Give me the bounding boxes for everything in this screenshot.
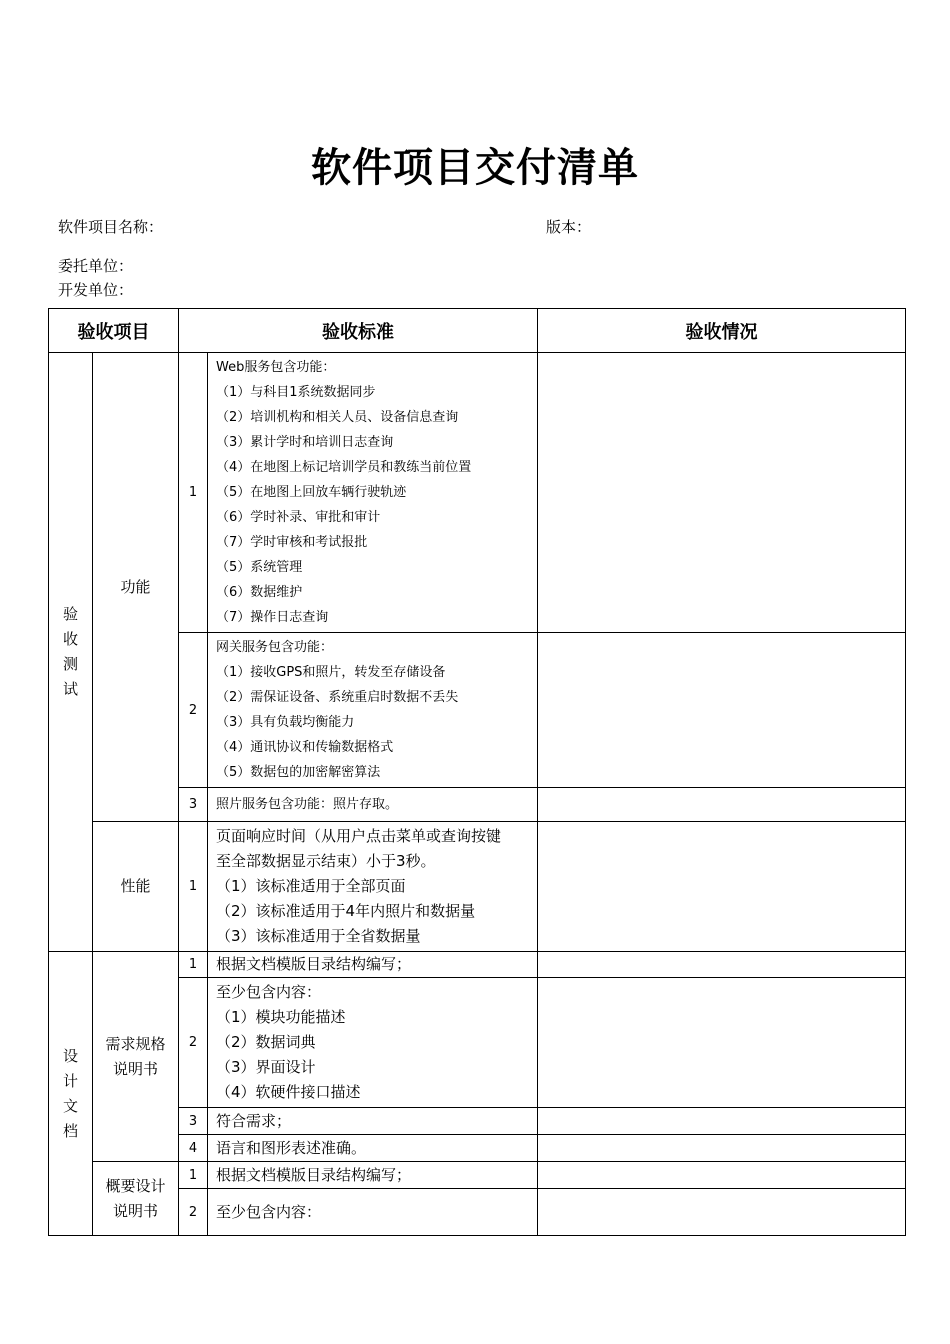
standard-line: （6）数据维护 — [216, 585, 303, 600]
subcategory-label-line: 说明书 — [112, 1059, 158, 1078]
standard-line: （7）操作日志查询 — [216, 610, 329, 625]
row-number: 2 — [179, 633, 208, 788]
category-char: 验 — [62, 605, 78, 623]
category-acceptance-test — [49, 353, 93, 952]
standard-line: 根据文档模版目录结构编写； — [216, 1165, 412, 1184]
standard-cell — [208, 952, 538, 978]
row-number: 2 — [179, 1189, 208, 1236]
standard-cell — [208, 353, 538, 633]
standard-line: （1）接收GPS和照片，转发至存储设备 — [216, 665, 446, 680]
standard-cell — [208, 633, 538, 788]
standard-line: 语言和图形表述准确。 — [216, 1138, 367, 1157]
standard-line: （4）通讯协议和传输数据格式 — [216, 740, 394, 755]
standard-cell — [208, 1108, 538, 1135]
result-cell[interactable] — [538, 822, 906, 952]
standard-cell — [208, 1162, 538, 1189]
standard-line: （7）学时审核和考试报批 — [216, 535, 368, 550]
row-number: 3 — [179, 1108, 208, 1135]
standard-line: （6）学时补录、审批和审计 — [216, 510, 381, 525]
standard-cell — [208, 788, 538, 822]
header-item: 验收项目 — [49, 309, 179, 353]
table-row — [49, 1162, 906, 1189]
standard-line: 至全部数据显示结束）小于3秒。 — [216, 852, 436, 870]
result-cell[interactable] — [538, 1108, 906, 1135]
table-header-row — [49, 309, 906, 353]
category-char: 档 — [62, 1121, 78, 1140]
subcategory-function: 功能 — [93, 353, 179, 822]
standard-cell — [208, 978, 538, 1108]
delivery-checklist-table — [48, 308, 906, 1236]
result-cell[interactable] — [538, 978, 906, 1108]
standard-line: （5）系统管理 — [216, 560, 303, 575]
category-char: 计 — [62, 1071, 78, 1090]
standard-line: 网关服务包含功能： — [216, 640, 334, 655]
standard-line: （1）模块功能描述 — [216, 1008, 346, 1026]
standard-line: 符合需求； — [216, 1111, 292, 1130]
standard-line: （3）具有负载均衡能力 — [216, 715, 355, 730]
category-char: 设 — [62, 1046, 78, 1065]
row-number: 1 — [179, 1162, 208, 1189]
result-cell[interactable] — [538, 788, 906, 822]
category-char: 测 — [62, 655, 78, 673]
standard-cell — [208, 1189, 538, 1236]
standard-line: （2）需保证设备、系统重启时数据不丢失 — [216, 690, 459, 705]
subcategory-overview-design — [93, 1162, 179, 1236]
standard-cell — [208, 822, 538, 952]
standard-line: （4）软硬件接口描述 — [216, 1083, 361, 1101]
standard-line: 至少包含内容： — [216, 1202, 322, 1221]
standard-line: （5）在地图上回放车辆行驶轨迹 — [216, 485, 407, 500]
category-char: 收 — [62, 630, 78, 648]
result-cell[interactable] — [538, 1135, 906, 1162]
standard-line: （2）数据词典 — [216, 1033, 316, 1051]
page-title: 软件项目交付清单 — [311, 145, 639, 191]
standard-line: （1）该标准适用于全部页面 — [216, 877, 406, 895]
result-cell[interactable] — [538, 1162, 906, 1189]
result-cell[interactable] — [538, 353, 906, 633]
standard-line: （2）该标准适用于4年内照片和数据量 — [216, 902, 476, 920]
table-row — [49, 952, 906, 978]
category-design-docs — [49, 952, 93, 1236]
standard-line: 照片服务包含功能：照片存取。 — [216, 797, 399, 812]
category-char: 试 — [62, 680, 78, 698]
header-result: 验收情况 — [538, 309, 906, 353]
standard-line: 页面响应时间（从用户点击菜单或查询按键 — [216, 827, 502, 845]
version-label: 版本： — [546, 218, 592, 236]
standard-line: Web服务包含功能： — [216, 360, 336, 375]
row-number: 1 — [179, 822, 208, 952]
standard-line: （4）在地图上标记培训学员和教练当前位置 — [216, 460, 472, 475]
subcategory-label-line: 概要设计 — [105, 1176, 166, 1195]
table-row — [49, 822, 906, 952]
developer-label: 开发单位： — [58, 281, 134, 299]
result-cell[interactable] — [538, 1189, 906, 1236]
client-label: 委托单位： — [58, 257, 134, 275]
row-number: 2 — [179, 978, 208, 1108]
row-number: 3 — [179, 788, 208, 822]
result-cell[interactable] — [538, 952, 906, 978]
standard-line: （5）数据包的加密解密算法 — [216, 765, 381, 780]
subcategory-label-line: 需求规格 — [105, 1034, 166, 1053]
standard-line: （3）界面设计 — [216, 1058, 316, 1076]
row-number: 1 — [179, 952, 208, 978]
standard-line: （3）累计学时和培训日志查询 — [216, 435, 394, 450]
subcategory-performance: 性能 — [93, 822, 179, 952]
category-char: 文 — [62, 1096, 78, 1115]
row-number: 1 — [179, 353, 208, 633]
header-standard: 验收标准 — [179, 309, 538, 353]
standard-line: （2）培训机构和相关人员、设备信息查询 — [216, 410, 459, 425]
standard-line: 根据文档模版目录结构编写； — [216, 955, 412, 973]
standard-line: （3）该标准适用于全省数据量 — [216, 927, 421, 945]
standard-cell — [208, 1135, 538, 1162]
project-name-label: 软件项目名称： — [58, 218, 164, 236]
row-number: 4 — [179, 1135, 208, 1162]
standard-line: （1）与科目1系统数据同步 — [216, 385, 376, 400]
result-cell[interactable] — [538, 633, 906, 788]
standard-line: 至少包含内容： — [216, 983, 322, 1001]
table-row — [49, 353, 906, 633]
subcategory-label-line: 说明书 — [112, 1201, 158, 1220]
subcategory-requirements-spec — [93, 952, 179, 1162]
